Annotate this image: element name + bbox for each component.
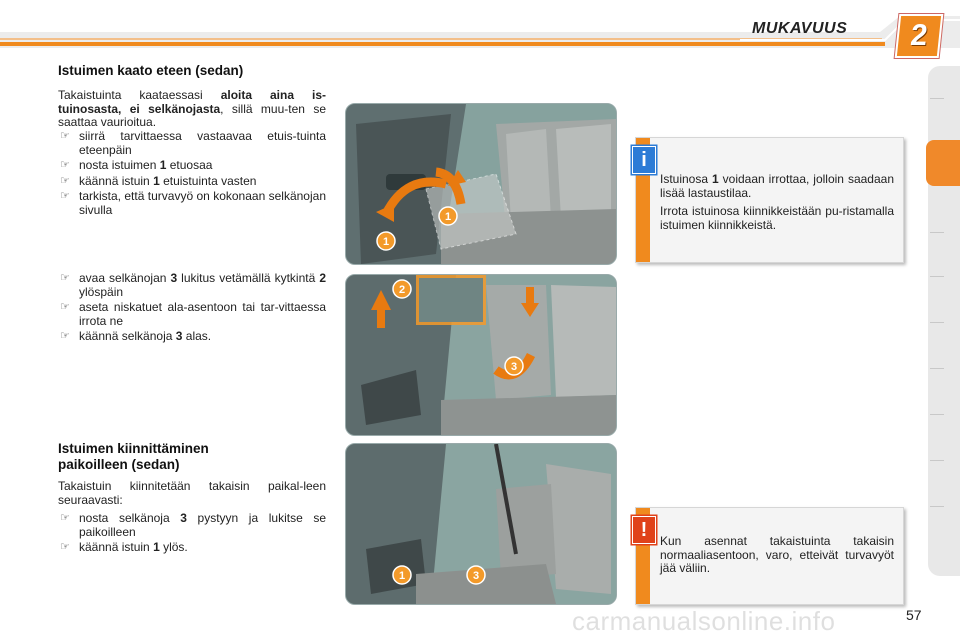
list-item: ☞ käännä istuin 1 ylös. (60, 540, 188, 554)
list-item: ☞ aseta niskatuet ala-asentoon tai tar-vittaessa irrota ne (60, 300, 326, 328)
chapter-number: 2 (908, 19, 930, 52)
section-heading-fix: Istuimen kiinnittäminen paikoilleen (sedan) (58, 441, 209, 472)
list-item: ☞ avaa selkänojan 3 lukitus vetämällä kytkintä 2 ylöspäin (60, 271, 326, 299)
tab-divider (930, 232, 944, 233)
tab-divider (930, 98, 944, 99)
callout-1: 1 (444, 211, 452, 223)
list-item: ☞ käännä selkänoja 3 alas. (60, 329, 212, 343)
list-item: ☞ tarkista, että turvavyö on kokonaan selkänojan sivulla (60, 189, 326, 217)
tab-divider (930, 322, 944, 323)
chapter-number-badge (895, 14, 944, 58)
list-item: ☞ nosta istuimen 1 etuosaa (60, 158, 213, 172)
list-item: ☞ käännä istuin 1 etuistuinta vasten (60, 173, 257, 188)
callout-1: 1 (398, 570, 406, 582)
warning-icon: ! (632, 516, 656, 544)
callout-3: 3 (472, 570, 480, 582)
tab-divider (930, 460, 944, 461)
warning-box (635, 507, 904, 605)
fold-steps-a (58, 130, 326, 219)
fix-steps (58, 512, 326, 557)
info-text-2: Irrota istuinosa kiinnikkeistään pu-ristamalla istuimen kiinnikkeistä. (660, 204, 894, 232)
callout-3: 3 (510, 361, 518, 373)
fold-steps-b (58, 272, 326, 346)
callout-1: 1 (382, 236, 390, 248)
tab-divider (930, 506, 944, 507)
list-item: ☞ siirrä tarvittaessa vastaavaa etuis-tuinta eteenpäin (60, 129, 326, 157)
chapter-tab-active[interactable] (926, 140, 960, 186)
figure-seat-cushion-fold (345, 103, 617, 265)
list-item: ☞ nosta selkänoja 3 pystyyn ja lukitse se paikoilleen (60, 511, 327, 539)
tab-divider (930, 276, 944, 277)
tab-divider (930, 368, 944, 369)
fix-intro: Takaistuin kiinnitetään takaisin paikal-leen seuraavasti: (58, 479, 326, 507)
info-icon: i (632, 146, 656, 174)
tab-divider (930, 414, 944, 415)
chapter-title: MUKAVUUS (752, 20, 848, 37)
figure-backrest-release (345, 274, 617, 436)
section-heading-fold: Istuimen kaato eteen (sedan) (58, 63, 244, 78)
watermark: carmanualsonline.info (572, 606, 836, 636)
fold-intro: Takaistuinta kaataessasi aloita aina is-tuinosasta, ei selkänojasta, sillä muu-ten se saattaa vaurioitua. (58, 88, 326, 129)
figure-seat-refit (345, 443, 617, 605)
callout-2: 2 (398, 284, 406, 296)
page-number: 57 (906, 607, 922, 623)
info-text-1: Istuinosa 1 voidaan irrottaa, jolloin saadaan lisää lastaustilaa. (660, 172, 894, 200)
warning-text: Kun asennat takaistuinta takaisin normaaliasentoon, varo, etteivät turvavyöt jää väliin. (660, 534, 894, 575)
info-box (635, 137, 904, 263)
